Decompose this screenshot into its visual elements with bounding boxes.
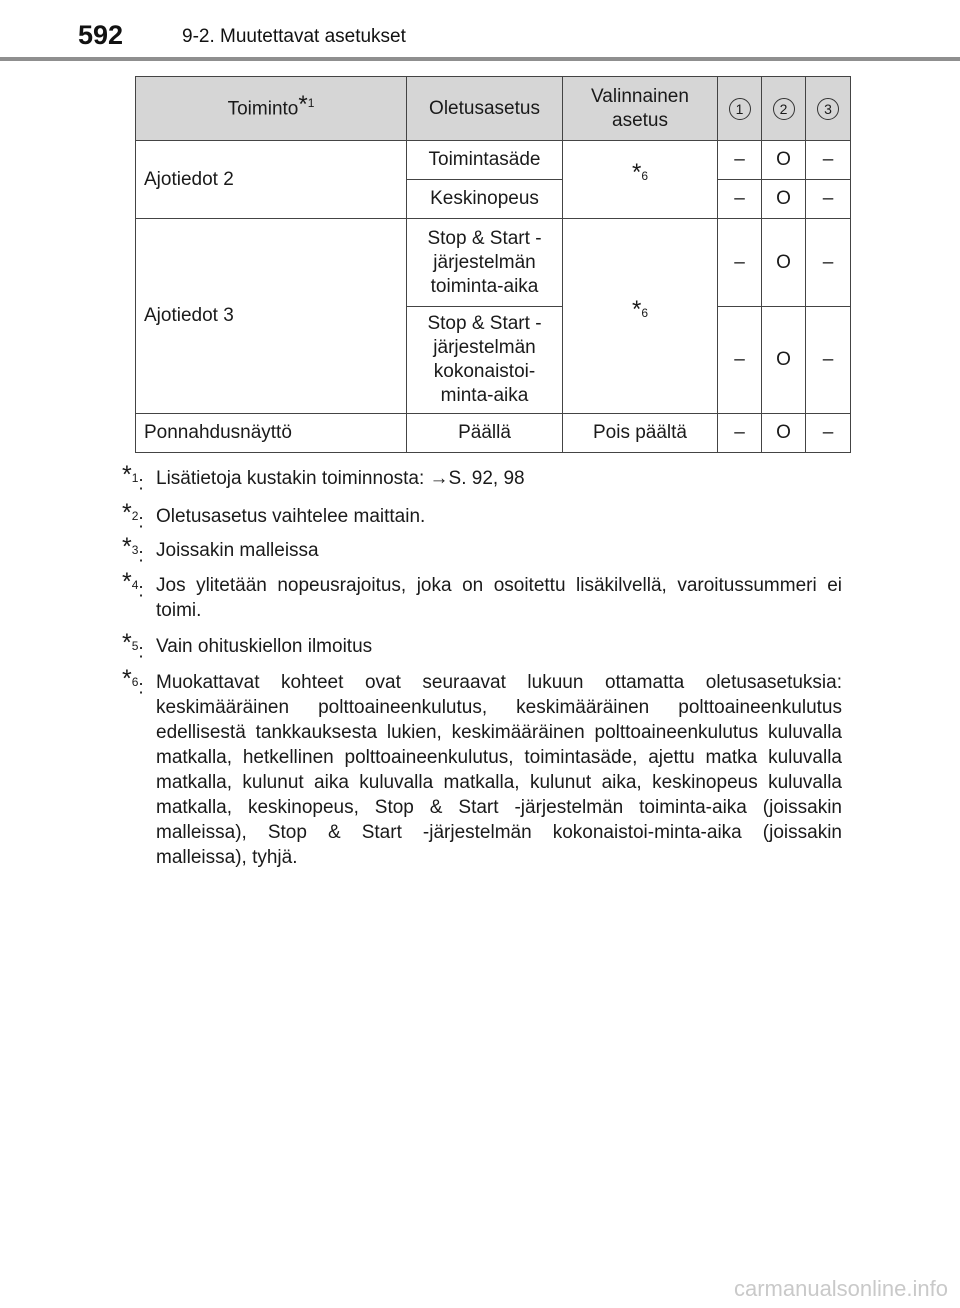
cell-c1: – [718, 180, 762, 219]
footnote-text: Jos ylitetään nopeusrajoitus, joka on osoitettu lisäkilvellä, varoitussummeri ei toimi. [156, 575, 842, 621]
footnote-text: Muokattavat kohteet ovat seuraavat lukuun ottamatta oletusasetuksia: keskimääräinen polttoaineenkulutus, keskimääräinen polttoaineenkulutus edellisestä tankkauksesta lukien, keskimääräinen polttoaineenkulutus kuluvalla matkalla, hetkellinen polttoaineenkulutus, toimintasäde, ajettu matka kuluvalla matkalla, kulunut aika kuluvalla matkalla, kulunut aika, keskinopeus kuluvalla matkalla, keskinopeus, Stop & Start -järjestelmän toiminta-aika (joissakin malleissa), Stop & Start -järjestelmän kokonaistoi-minta-aika (joissakin malleissa), tyhjä. [156, 672, 842, 868]
footnote-text: Oletusasetus vaihtelee maittain. [156, 506, 426, 527]
footnote-marker: *$^3$: [122, 533, 144, 567]
table-row [136, 414, 851, 453]
table-row [136, 219, 851, 307]
row-label-ajotiedot3: Ajotiedot 3 [136, 219, 407, 414]
cell-c2: O [762, 307, 806, 414]
cell-c2: O [762, 141, 806, 180]
cell-c3: – [806, 219, 851, 307]
cell-c3: – [806, 180, 851, 219]
footnote-marker: *$^4$: [122, 568, 144, 602]
cell-c1: – [718, 414, 762, 453]
footnote-marker: *$^5$: [122, 629, 144, 663]
cell-default: Toimintasäde [407, 141, 563, 180]
cell-c2: O [762, 414, 806, 453]
footnote-4 [122, 568, 842, 623]
cell-optional-ref: *$^6$ [563, 141, 718, 219]
cell-c2: O [762, 180, 806, 219]
footnote-1 [122, 461, 842, 495]
cell-c3: – [806, 414, 851, 453]
page-number: 592 [78, 20, 124, 50]
cell-c3: – [806, 141, 851, 180]
header-divider [0, 57, 960, 61]
footnote-marker: *$^2$: [122, 499, 144, 533]
header-col-3: 3 [806, 77, 851, 141]
cell-c2: O [762, 219, 806, 307]
footnote-marker: *$^6$: [122, 665, 144, 699]
footnote-text: Joissakin malleissa [156, 540, 319, 561]
footnote-2 [122, 499, 842, 533]
row-label-ajotiedot2: Ajotiedot 2 [136, 141, 407, 219]
footnote-text: Vain ohituskiellon ilmoitus [156, 636, 373, 657]
footnote-6 [122, 665, 842, 870]
footnote-marker: *$^1$: [122, 461, 144, 495]
header-function: Toiminto*$^1$ [136, 77, 407, 141]
cell-c1: – [718, 141, 762, 180]
header-optional: Valinnainen asetus [563, 77, 718, 141]
cell-default: Päällä [407, 414, 563, 453]
row-label-popup: Ponnahdusnäyttö [136, 414, 407, 453]
settings-table [135, 76, 851, 453]
table-row [136, 141, 851, 180]
footnote-text: Lisätietoja kustakin toiminnosta: →S. 92, 98 [156, 468, 525, 489]
cell-default: Stop & Start -järjestelmän toiminta-aika [407, 219, 563, 307]
cell-c1: – [718, 307, 762, 414]
cell-optional-ref: *$^6$ [563, 219, 718, 414]
footnote-5 [122, 629, 842, 663]
cell-c1: – [718, 219, 762, 307]
header-col-2: 2 [762, 77, 806, 141]
cell-optional: Pois päältä [563, 414, 718, 453]
header-col-1: 1 [718, 77, 762, 141]
site-watermark: carmanualsonline.info [733, 1276, 948, 1301]
cell-c3: – [806, 307, 851, 414]
footnote-3 [122, 533, 842, 567]
section-title: 9-2. Muutettavat asetukset [182, 26, 406, 47]
cell-default: Stop & Start -järjestelmän kokonaistoi-minta-aika [407, 307, 563, 414]
table-header-row [136, 77, 851, 141]
cell-default: Keskinopeus [407, 180, 563, 219]
header-default: Oletusasetus [407, 77, 563, 141]
